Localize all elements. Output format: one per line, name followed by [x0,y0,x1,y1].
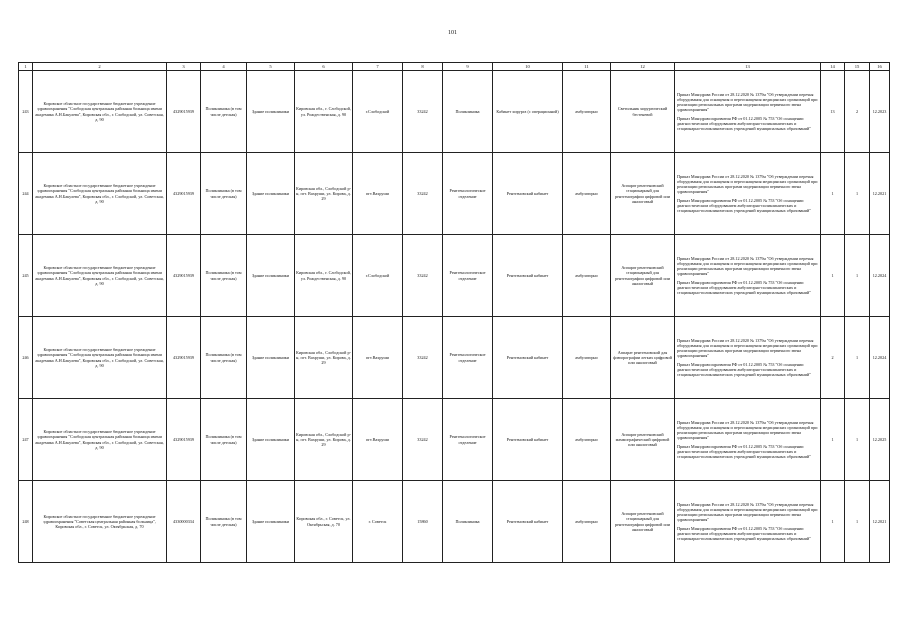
quantity-planned: 1 [845,399,870,481]
locality: г.Слободской [353,71,403,153]
quantity-planned: 1 [845,235,870,317]
care-conditions: амбулаторно [563,235,611,317]
quantity-required: 13 [821,71,845,153]
regulatory-basis [675,71,821,153]
table-row [19,153,890,235]
page-number: 101 [448,30,457,36]
oktmo-code: 33242 [403,153,443,235]
care-conditions: амбулаторно [563,71,611,153]
institution-name: Кировское областное государственное бюджетное учреждение здравоохранения "Слободская центральная районная больница имени академика А.Н.Бакулева", Кировская обл., г. Слободской, ул. Советская, д. 90 [33,71,167,153]
department: Рентгенологическое отделение [443,153,493,235]
inn: 4329015939 [167,71,201,153]
order-reference-753: Приказ Минздравсоцразвития РФ от 01.12.2005 № 753 "Об оснащении диагностическим оборудованием амбулаторно-поликлинических и стационарно-поликлинических учреждений муниципальных образований" [677,526,811,542]
row-number: 247 [19,399,33,481]
column-header: 9 [443,63,493,71]
room: Рентгеновский кабинет [493,399,563,481]
oktmo-code: 33242 [403,399,443,481]
department: Рентгенологическое отделение [443,235,493,317]
institution-name: Кировское областное государственное бюджетное учреждение здравоохранения "Слободская центральная районная больница имени академика А.Н.Бакулева", Кировская обл., г. Слободской, ул. Советская, д. 90 [33,153,167,235]
order-reference-753: Приказ Минздравсоцразвития РФ от 01.12.2005 № 753 "Об оснащении диагностическим оборудованием амбулаторно-поликлинических и стационарно-поликлинических учреждений муниципальных образований" [677,116,811,132]
address: Кировская обл., г. Слободской, ул. Рождественская, д. 90 [295,235,353,317]
column-header: 7 [353,63,403,71]
oktmo-code: 33242 [403,235,443,317]
unit-type: Поликлиника (в том числе детская) [201,235,247,317]
regulatory-basis [675,153,821,235]
due-date: 12.2024 [870,235,890,317]
quantity-required: 1 [821,399,845,481]
column-header: 5 [247,63,295,71]
room: Рентгеновский кабинет [493,481,563,563]
order-reference-1379n: Приказ Минздрава России от 28.12.2020 № 1379н "Об утверждении перечня оборудования для оснащения и переоснащения медицинских организаций при реализации региональных программ модернизации первичного звена здравоохранения" [677,91,818,112]
column-header: 3 [167,63,201,71]
quantity-planned: 1 [845,481,870,563]
care-conditions: амбулаторно [563,481,611,563]
order-reference-1379n: Приказ Минздрава России от 28.12.2020 № 1379н "Об утверждении перечня оборудования для оснащения и переоснащения медицинских организаций при реализации региональных программ модернизации первичного звена здравоохранения" [677,419,818,440]
institution-name: Кировское областное государственное бюджетное учреждение здравоохранения "Слободская центральная районная больница имени академика А.Н.Бакулева", Кировская обл., г. Слободской, ул. Советская, д. 90 [33,317,167,399]
inn: 4329015939 [167,235,201,317]
department: Поликлиника [443,71,493,153]
department: Рентгенологическое отделение [443,317,493,399]
building: Здание поликлиники [247,235,295,317]
order-reference-1379n: Приказ Минздрава России от 28.12.2020 № 1379н "Об утверждении перечня оборудования для оснащения и переоснащения медицинских организаций при реализации региональных программ модернизации первичного звена здравоохранения" [677,337,818,358]
address: Кировская обл., Слободской р-н, пгт. Вахруши, ул. Кирова, д. 29 [295,153,353,235]
header-row [19,63,890,71]
column-header: 2 [33,63,167,71]
table-row [19,399,890,481]
oktmo-code: 15860 [403,481,443,563]
due-date: 12.2024 [870,317,890,399]
institution-name: Кировское областное государственное бюджетное учреждение здравоохранения "Слободская центральная районная больница имени академика А.Н.Бакулева", Кировская обл., г. Слободской, ул. Советская, д. 90 [33,399,167,481]
row-number: 244 [19,153,33,235]
unit-type: Поликлиника (в том числе детская) [201,317,247,399]
equipment-name: Аппарат рентгеновский стационарный для рентгенографии цифровой или аналоговый [611,481,675,563]
room: Рентгеновский кабинет [493,317,563,399]
department: Рентгенологическое отделение [443,399,493,481]
building: Здание поликлиники [247,71,295,153]
equipment-name: Аппарат рентгеновский стационарный для рентгенографии цифровой или аналоговый [611,153,675,235]
equipment-name: Светильник хирургический бестеневой [611,71,675,153]
column-header: 6 [295,63,353,71]
regulatory-basis [675,481,821,563]
column-header: 15 [845,63,870,71]
equipment-table [18,62,890,563]
unit-type: Поликлиника (в том числе детская) [201,71,247,153]
equipment-name: Аппарат рентгеновский для флюорографии легких цифровой или аналоговый [611,317,675,399]
order-reference-753: Приказ Минздравсоцразвития РФ от 01.12.2005 № 753 "Об оснащении диагностическим оборудованием амбулаторно-поликлинических и стационарно-поликлинических учреждений муниципальных образований" [677,444,811,460]
column-header: 4 [201,63,247,71]
column-header: 16 [870,63,890,71]
column-header: 11 [563,63,611,71]
locality: г. Советск [353,481,403,563]
room: Рентгеновский кабинет [493,153,563,235]
locality: пгт.Вахруши [353,153,403,235]
row-number: 243 [19,71,33,153]
unit-type: Поликлиника (в том числе детская) [201,481,247,563]
column-header: 10 [493,63,563,71]
address: Кировская обл., Слободской р-н, пгт. Вахруши, ул. Кирова, д. 29 [295,317,353,399]
equipment-name: Аппарат рентгеновский маммографический цифровой или аналоговый [611,399,675,481]
room: Кабинет хирурга (с операционной) [493,71,563,153]
table-row [19,235,890,317]
care-conditions: амбулаторно [563,153,611,235]
order-reference-753: Приказ Минздравсоцразвития РФ от 01.12.2005 № 753 "Об оснащении диагностическим оборудованием амбулаторно-поликлинических и стационарно-поликлинических учреждений муниципальных образований" [677,198,811,214]
institution-name: Кировское областное государственное бюджетное учреждение здравоохранения "Советская центральная районная больница", Кировская обл., г. Советск, ул. Октябрьская, д. 70 [33,481,167,563]
quantity-required: 2 [821,317,845,399]
oktmo-code: 33242 [403,317,443,399]
locality: пгт.Вахруши [353,317,403,399]
inn: 4330000334 [167,481,201,563]
quantity-planned: 2 [845,71,870,153]
quantity-planned: 1 [845,317,870,399]
equipment-name: Аппарат рентгеновский стационарный для рентгенографии цифровой или аналоговый [611,235,675,317]
table-row [19,71,890,153]
quantity-required: 1 [821,153,845,235]
regulatory-basis [675,399,821,481]
locality: г.Слободской [353,235,403,317]
address: Кировская обл., Слободской р-н, пгт. Вахруши, ул. Кирова, д. 29 [295,399,353,481]
table-row [19,481,890,563]
row-number: 245 [19,235,33,317]
order-reference-1379n: Приказ Минздрава России от 28.12.2020 № 1379н "Об утверждении перечня оборудования для оснащения и переоснащения медицинских организаций при реализации региональных программ модернизации первичного звена здравоохранения" [677,255,818,276]
order-reference-753: Приказ Минздравсоцразвития РФ от 01.12.2005 № 753 "Об оснащении диагностическим оборудованием амбулаторно-поликлинических и стационарно-поликлинических учреждений муниципальных образований" [677,280,811,296]
locality: пгт.Вахруши [353,399,403,481]
address: Кировская обл., г. Слободской, ул. Рождественская, д. 90 [295,71,353,153]
care-conditions: амбулаторно [563,399,611,481]
column-header: 13 [675,63,821,71]
regulatory-basis [675,317,821,399]
inn: 4329015939 [167,153,201,235]
inn: 4329015939 [167,399,201,481]
unit-type: Поликлиника (в том числе детская) [201,399,247,481]
row-number: 246 [19,317,33,399]
column-header: 12 [611,63,675,71]
quantity-required: 1 [821,235,845,317]
quantity-planned: 1 [845,153,870,235]
department: Поликлиника [443,481,493,563]
regulatory-basis [675,235,821,317]
due-date: 12.2025 [870,399,890,481]
column-header: 14 [821,63,845,71]
table-row [19,317,890,399]
building: Здание поликлиники [247,317,295,399]
order-reference-1379n: Приказ Минздрава России от 28.12.2020 № 1379н "Об утверждении перечня оборудования для оснащения и переоснащения медицинских организаций при реализации региональных программ модернизации первичного звена здравоохранения" [677,173,818,194]
row-number: 248 [19,481,33,563]
due-date: 12.2021 [870,481,890,563]
address: Кировская обл., г. Советск, ул. Октябрьская, д. 70 [295,481,353,563]
order-reference-753: Приказ Минздравсоцразвития РФ от 01.12.2005 № 753 "Об оснащении диагностическим оборудованием амбулаторно-поликлинических и стационарно-поликлинических учреждений муниципальных образований" [677,362,811,378]
column-header: 8 [403,63,443,71]
column-header: 1 [19,63,33,71]
building: Здание поликлиники [247,153,295,235]
oktmo-code: 33242 [403,71,443,153]
building: Здание поликлиники [247,481,295,563]
quantity-required: 1 [821,481,845,563]
order-reference-1379n: Приказ Минздрава России от 28.12.2020 № 1379н "Об утверждении перечня оборудования для оснащения и переоснащения медицинских организаций при реализации региональных программ модернизации первичного звена здравоохранения" [677,501,818,522]
due-date: 12.2023 [870,71,890,153]
care-conditions: амбулаторно [563,317,611,399]
due-date: 12.2021 [870,153,890,235]
inn: 4329015939 [167,317,201,399]
building: Здание поликлиники [247,399,295,481]
room: Рентгеновский кабинет [493,235,563,317]
institution-name: Кировское областное государственное бюджетное учреждение здравоохранения "Слободская центральная районная больница имени академика А.Н.Бакулева", Кировская обл., г. Слободской, ул. Советская, д. 90 [33,235,167,317]
unit-type: Поликлиника (в том числе детская) [201,153,247,235]
